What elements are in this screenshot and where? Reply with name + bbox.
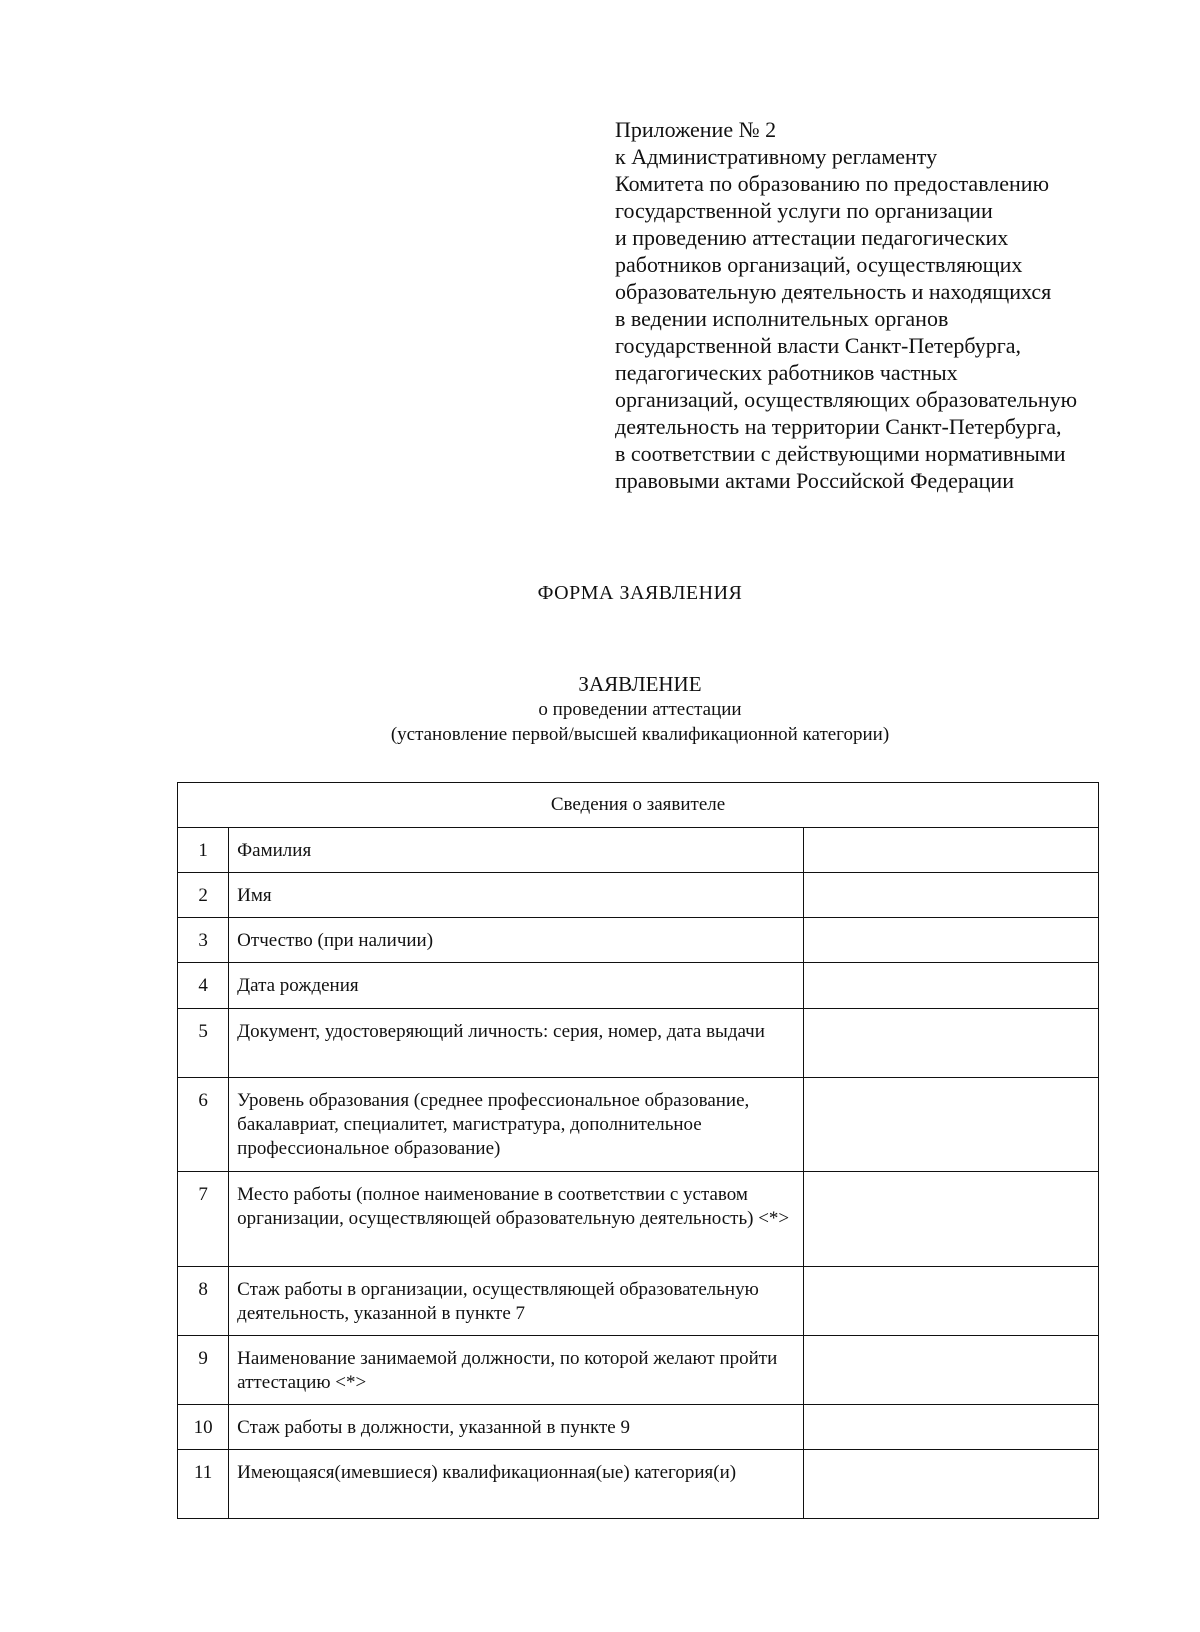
table-row — [178, 1336, 1099, 1405]
appendix-line: работников организаций, осуществляющих — [615, 252, 1023, 277]
table-row — [178, 1405, 1099, 1450]
form-title: ФОРМА ЗАЯВЛЕНИЯ — [537, 582, 743, 604]
appendix-line: государственной услуги по организации — [615, 198, 993, 223]
value-cell-qualification[interactable] — [803, 1450, 1098, 1519]
row-number: 2 — [178, 873, 229, 918]
row-label: Фамилия — [229, 828, 804, 873]
value-cell-education[interactable] — [803, 1078, 1098, 1172]
row-number: 7 — [178, 1172, 229, 1267]
table-row — [178, 963, 1099, 1009]
appendix-line: в ведении исполнительных органов — [615, 306, 949, 331]
table-row — [178, 828, 1099, 873]
value-cell-birth-date[interactable] — [803, 963, 1098, 1009]
table-section-row — [178, 783, 1099, 828]
appendix-line: в соответствии с действующими нормативными — [615, 441, 1066, 466]
table-row — [178, 1009, 1099, 1078]
value-cell-position[interactable] — [803, 1336, 1098, 1405]
row-label: Наименование занимаемой должности, по которой желают пройти аттестацию <*> — [229, 1336, 804, 1405]
appendix-note — [615, 116, 1175, 494]
row-number: 5 — [178, 1009, 229, 1078]
row-label: Стаж работы в должности, указанной в пункте 9 — [229, 1405, 804, 1450]
row-number: 6 — [178, 1078, 229, 1172]
value-cell-id-document[interactable] — [803, 1009, 1098, 1078]
value-cell-surname[interactable] — [803, 828, 1098, 873]
application-title: ЗАЯВЛЕНИЕ — [578, 672, 702, 696]
table-row — [178, 873, 1099, 918]
row-number: 9 — [178, 1336, 229, 1405]
row-label: Документ, удостоверяющий личность: серия, номер, дата выдачи — [229, 1009, 804, 1078]
appendix-line: Комитета по образованию по предоставлению — [615, 171, 1050, 196]
value-cell-name[interactable] — [803, 873, 1098, 918]
value-cell-workplace[interactable] — [803, 1172, 1098, 1267]
row-label: Дата рождения — [229, 963, 804, 1009]
appendix-line: организаций, осуществляющих образовательную — [615, 387, 1078, 412]
table-row — [178, 1078, 1099, 1172]
row-number: 8 — [178, 1267, 229, 1336]
appendix-line: образовательную деятельность и находящихся — [615, 279, 1052, 304]
row-label: Имя — [229, 873, 804, 918]
table-row — [178, 1267, 1099, 1336]
value-cell-patronymic[interactable] — [803, 918, 1098, 963]
row-number: 4 — [178, 963, 229, 1009]
table-row — [178, 918, 1099, 963]
application-subtitle-category: (установление первой/высшей квалификационной категории) — [390, 724, 890, 745]
appendix-line: государственной власти Санкт-Петербурга, — [615, 333, 1022, 358]
appendix-line: к Административному регламенту — [615, 144, 938, 169]
row-label: Место работы (полное наименование в соответствии с уставом организации, осуществляющей образовательную деятельность) <*> — [229, 1172, 804, 1267]
appendix-line: Приложение № 2 — [615, 117, 777, 142]
row-number: 10 — [178, 1405, 229, 1450]
row-label: Уровень образования (среднее профессиональное образование, бакалавриат, специалитет, магистратура, дополнительное профессиональное образование) — [229, 1078, 804, 1172]
row-label: Имеющаяся(имевшиеся) квалификационная(ые) категория(и) — [229, 1450, 804, 1519]
appendix-line: правовыми актами Российской Федерации — [615, 468, 1014, 493]
row-number: 3 — [178, 918, 229, 963]
row-label: Стаж работы в организации, осуществляющей образовательную деятельность, указанной в пункте 7 — [229, 1267, 804, 1336]
application-subtitle: о проведении аттестации — [538, 699, 742, 720]
section-header: Сведения о заявителе — [178, 783, 1099, 828]
applicant-info-table — [177, 782, 1099, 1519]
row-number: 1 — [178, 828, 229, 873]
appendix-line: и проведению аттестации педагогических — [615, 225, 1009, 250]
value-cell-position-experience[interactable] — [803, 1405, 1098, 1450]
row-number: 11 — [178, 1450, 229, 1519]
value-cell-org-experience[interactable] — [803, 1267, 1098, 1336]
table-row — [178, 1450, 1099, 1519]
appendix-line: педагогических работников частных — [615, 360, 958, 385]
table-row — [178, 1172, 1099, 1267]
appendix-line: деятельность на территории Санкт-Петербурга, — [615, 414, 1062, 439]
application-heading — [0, 671, 1200, 747]
row-label: Отчество (при наличии) — [229, 918, 804, 963]
